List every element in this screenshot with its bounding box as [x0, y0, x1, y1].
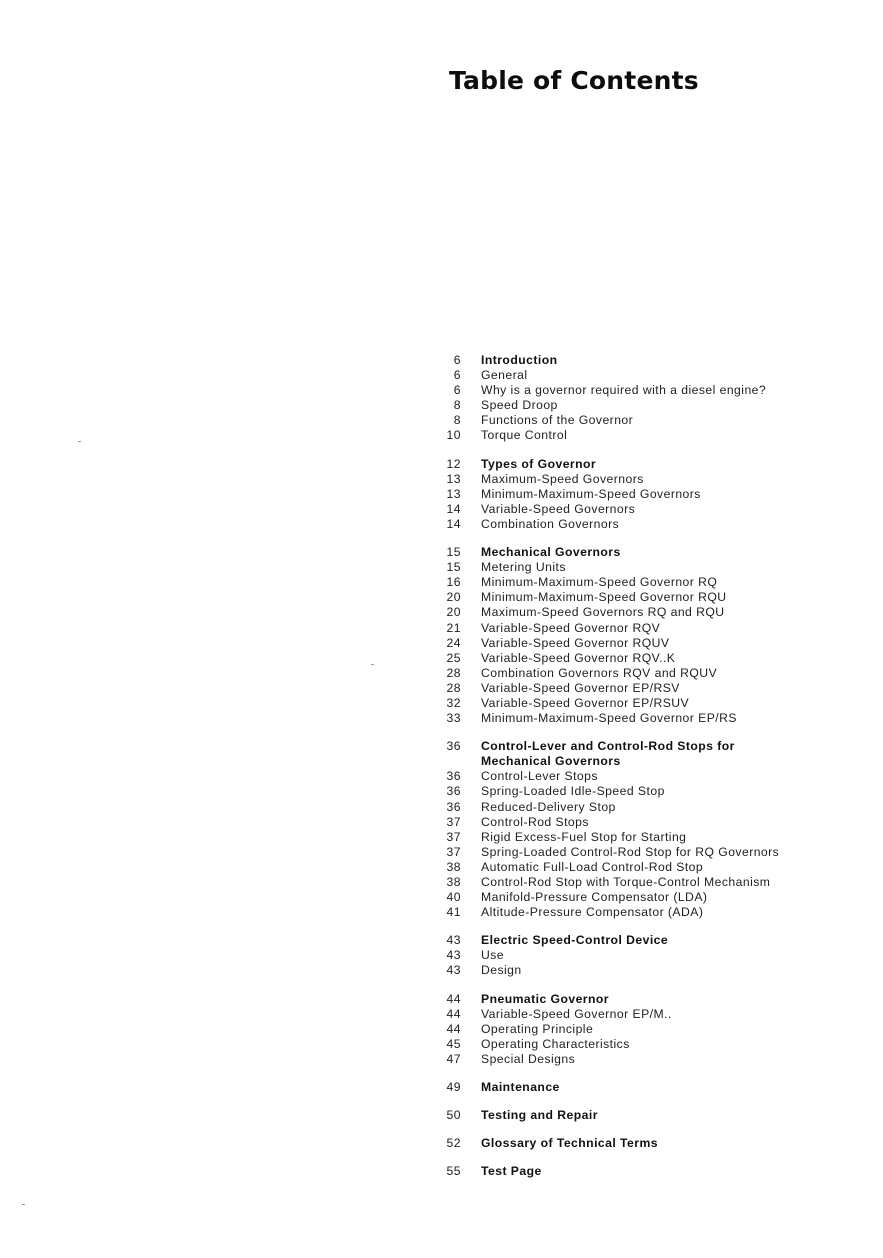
page-number: 8: [453, 398, 461, 413]
toc-entry[interactable]: [440, 860, 860, 875]
page-number: 45: [446, 1036, 461, 1051]
page-number: 13: [446, 486, 461, 501]
toc-entry[interactable]: [440, 517, 860, 532]
page-number: 24: [446, 635, 461, 650]
page-number: 28: [446, 680, 461, 695]
page-number: 15: [446, 560, 461, 575]
entry-label: Spring-Loaded Control-Rod Stop for RQ Governors: [481, 844, 780, 859]
page-number: 44: [446, 1006, 461, 1021]
toc-entry[interactable]: [440, 1037, 860, 1052]
page-number: 16: [446, 575, 461, 590]
page-number: 6: [453, 368, 461, 383]
entry-label: Functions of the Governor: [481, 413, 634, 428]
toc-entry[interactable]: [440, 830, 860, 845]
page-number: 44: [446, 1021, 461, 1036]
entry-label: Variable-Speed Governor EP/M..: [481, 1006, 672, 1021]
entry-label: Rigid Excess-Fuel Stop for Starting: [481, 829, 687, 844]
page-number: 6: [453, 353, 461, 367]
page-number: 38: [446, 859, 461, 874]
page-number: 49: [446, 1080, 461, 1095]
toc-heading[interactable]: [440, 1108, 860, 1123]
page-number: 10: [446, 428, 461, 443]
entry-label: General: [481, 368, 528, 383]
entry-label: Automatic Full-Load Control-Rod Stop: [481, 859, 704, 874]
toc-heading[interactable]: [440, 457, 860, 472]
entry-label: Minimum-Maximum-Speed Governor RQ: [481, 575, 718, 590]
page-number: 40: [446, 890, 461, 905]
toc-section-types-of-governor: [440, 457, 860, 532]
toc-entry[interactable]: [440, 845, 860, 860]
entry-label: Variable-Speed Governor EP/RSV: [481, 680, 680, 695]
toc-entry[interactable]: [440, 800, 860, 815]
toc-heading[interactable]: [440, 353, 860, 368]
page-number: 44: [446, 991, 461, 1006]
heading-label: Types of Governor: [481, 456, 597, 471]
toc-entry[interactable]: [440, 487, 860, 502]
toc-entry[interactable]: [440, 383, 860, 398]
page-number: 33: [446, 711, 461, 726]
entry-label: Minimum-Maximum-Speed Governor EP/RS: [481, 711, 737, 726]
entry-label: Combination Governors RQV and RQUV: [481, 665, 718, 680]
heading-label: Test Page: [481, 1164, 542, 1179]
page-number: 36: [446, 769, 461, 784]
toc-entry[interactable]: [440, 575, 860, 590]
page-number: 8: [453, 413, 461, 428]
page-title: Table of Contents: [449, 66, 699, 95]
toc-entry[interactable]: [440, 560, 860, 575]
toc-section-glossary: [440, 1136, 860, 1151]
toc-entry[interactable]: [440, 398, 860, 413]
page-number: 14: [446, 516, 461, 531]
entry-label: Spring-Loaded Idle-Speed Stop: [481, 784, 665, 799]
entry-label: Minimum-Maximum-Speed Governors: [481, 486, 701, 501]
toc-heading[interactable]: [440, 933, 860, 948]
toc-entry[interactable]: [440, 875, 860, 890]
toc-heading[interactable]: [440, 992, 860, 1007]
toc-heading[interactable]: [440, 739, 860, 754]
toc-entry[interactable]: [440, 636, 860, 651]
entry-label: Altitude-Pressure Compensator (ADA): [481, 905, 704, 920]
entry-label: Operating Characteristics: [481, 1036, 630, 1051]
heading-label: Electric Speed-Control Device: [481, 933, 669, 948]
entry-label: Manifold-Pressure Compensator (LDA): [481, 890, 708, 905]
toc-section-pneumatic-governor: [440, 992, 860, 1067]
heading-label: Maintenance: [481, 1080, 560, 1095]
entry-label: Reduced-Delivery Stop: [481, 799, 616, 814]
entry-label: Metering Units: [481, 560, 566, 575]
toc-entry[interactable]: [440, 963, 860, 978]
toc-entry[interactable]: [440, 590, 860, 605]
entry-label: Why is a governor required with a diesel engine?: [481, 383, 767, 398]
toc-section-maintenance: [440, 1080, 860, 1095]
toc-entry[interactable]: [440, 472, 860, 487]
toc-entry[interactable]: [440, 651, 860, 666]
toc-entry[interactable]: [440, 711, 860, 726]
page-number: 25: [446, 650, 461, 665]
toc-entry[interactable]: [440, 681, 860, 696]
toc-heading[interactable]: [440, 1080, 860, 1095]
scan-speck: [78, 441, 81, 442]
heading-label: Introduction: [481, 353, 558, 367]
toc-entry[interactable]: [440, 502, 860, 517]
entry-label: Variable-Speed Governor RQV: [481, 620, 661, 635]
toc-entry[interactable]: [440, 905, 860, 920]
page-number: 21: [446, 620, 461, 635]
entry-label: Operating Principle: [481, 1021, 594, 1036]
page-number: 20: [446, 590, 461, 605]
entry-label: Combination Governors: [481, 516, 620, 531]
entry-label: Minimum-Maximum-Speed Governor RQU: [481, 590, 727, 605]
page-number: 13: [446, 471, 461, 486]
toc-entry[interactable]: [440, 1007, 860, 1022]
toc-entry[interactable]: [440, 784, 860, 799]
toc-entry[interactable]: [440, 368, 860, 383]
heading-label-line2: Mechanical Governors: [481, 754, 621, 769]
page-number: 41: [446, 905, 461, 920]
entry-label: Variable-Speed Governor EP/RSUV: [481, 695, 690, 710]
entry-label: Control-Rod Stops: [481, 814, 589, 829]
entry-label: Special Designs: [481, 1051, 576, 1066]
toc-entry[interactable]: [440, 621, 860, 636]
page-number: 52: [446, 1136, 461, 1151]
table-of-contents: [440, 353, 860, 1192]
page-number: 43: [446, 933, 461, 948]
page-number: 37: [446, 814, 461, 829]
entry-label: Speed Droop: [481, 398, 558, 413]
toc-heading[interactable]: [440, 1136, 860, 1151]
page-number: 38: [446, 875, 461, 889]
toc-entry[interactable]: [440, 413, 860, 428]
toc-heading-continuation[interactable]: [440, 754, 860, 769]
toc-entry[interactable]: [440, 948, 860, 963]
page-number: 47: [446, 1051, 461, 1066]
scan-speck: [22, 1204, 25, 1205]
heading-label: Control-Lever and Control-Rod Stops for: [481, 739, 735, 754]
toc-heading[interactable]: [440, 1164, 860, 1179]
entry-label: Maximum-Speed Governors: [481, 471, 644, 486]
page-number: 50: [446, 1108, 461, 1123]
entry-label: Variable-Speed Governors: [481, 501, 636, 516]
toc-entry[interactable]: [440, 1052, 860, 1067]
toc-entry[interactable]: [440, 769, 860, 784]
toc-section-mechanical-governors: [440, 545, 860, 726]
heading-label: Pneumatic Governor: [481, 991, 609, 1006]
toc-entry[interactable]: [440, 815, 860, 830]
page-number: 20: [446, 605, 461, 620]
entry-label: Torque Control: [481, 428, 568, 443]
toc-entry[interactable]: [440, 696, 860, 711]
page-number: 6: [453, 383, 461, 398]
page-number: 14: [446, 501, 461, 516]
page-number: 43: [446, 963, 461, 978]
entry-label: Control-Rod Stop with Torque-Control Mechanism: [481, 875, 771, 889]
toc-entry[interactable]: [440, 890, 860, 905]
page-number: 36: [446, 739, 461, 754]
page-number: 36: [446, 784, 461, 799]
entry-label: Control-Lever Stops: [481, 769, 598, 784]
entry-label: Design: [481, 963, 522, 978]
toc-section-test-page: [440, 1164, 860, 1179]
page-number: 43: [446, 948, 461, 963]
scan-speck: [371, 664, 374, 665]
page-number: 55: [446, 1164, 461, 1179]
page-number: 32: [446, 695, 461, 710]
page-number: 37: [446, 844, 461, 859]
page-number: 15: [446, 545, 461, 560]
entry-label: Variable-Speed Governor RQUV: [481, 635, 670, 650]
page-number: 37: [446, 829, 461, 844]
entry-label: Maximum-Speed Governors RQ and RQU: [481, 605, 725, 620]
page-number: 12: [446, 456, 461, 471]
toc-section-electric-speed-control: [440, 933, 860, 978]
page-number: 36: [446, 799, 461, 814]
toc-heading[interactable]: [440, 545, 860, 560]
heading-label: Glossary of Technical Terms: [481, 1136, 658, 1151]
toc-section-testing-and-repair: [440, 1108, 860, 1123]
toc-entry[interactable]: [440, 605, 860, 620]
toc-entry[interactable]: [440, 666, 860, 681]
toc-entry[interactable]: [440, 1022, 860, 1037]
entry-label: Variable-Speed Governor RQV..K: [481, 650, 676, 665]
toc-section-control-stops: [440, 739, 860, 920]
toc-entry[interactable]: [440, 428, 860, 443]
heading-label: Mechanical Governors: [481, 545, 621, 560]
heading-label: Testing and Repair: [481, 1108, 598, 1123]
entry-label: Use: [481, 948, 505, 963]
toc-section-introduction: [440, 353, 860, 444]
page-number: 28: [446, 665, 461, 680]
